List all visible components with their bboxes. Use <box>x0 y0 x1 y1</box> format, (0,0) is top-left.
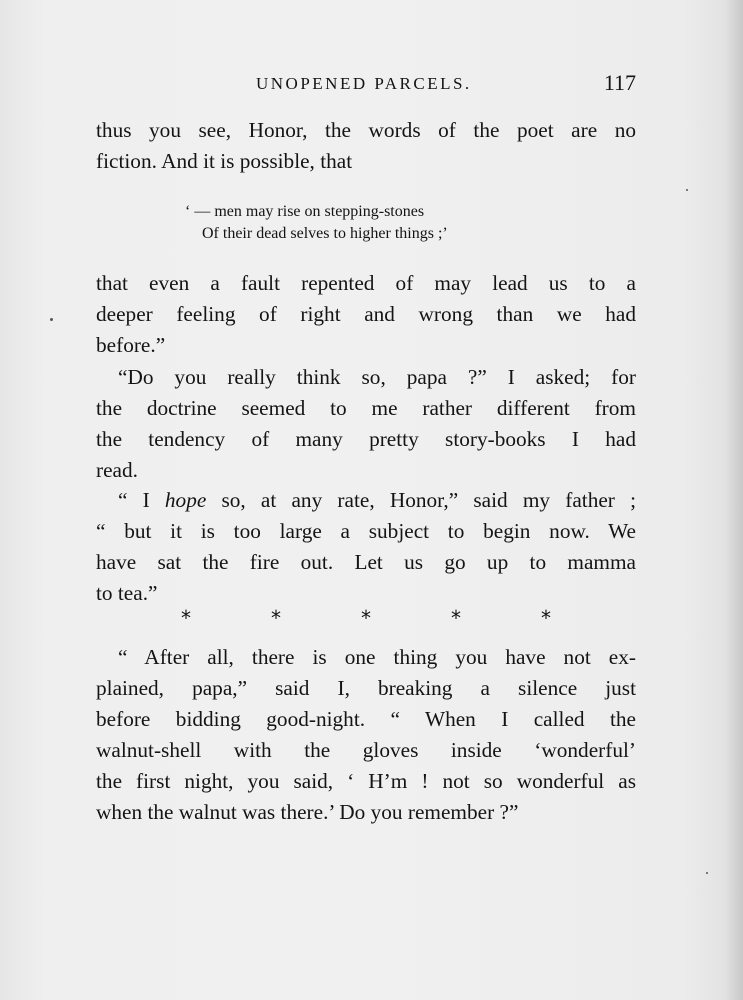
paper-speck <box>686 189 688 191</box>
text-line: “ but it is too large a subject to begin now. We <box>96 519 636 543</box>
quotation-line: ‘ — men may rise on stepping-stones <box>185 203 425 220</box>
paragraph-5 <box>96 642 636 828</box>
asterisk: * <box>541 606 551 630</box>
text-run: “ I <box>118 488 165 512</box>
page-header <box>96 70 636 100</box>
text-line: before.” <box>96 333 166 357</box>
running-head: UNOPENED PARCELS. <box>256 74 472 93</box>
text-line <box>96 485 636 516</box>
paragraph-1 <box>96 115 636 177</box>
block-quotation <box>185 201 545 245</box>
text-line: “Do you really think so, papa ?” I asked; for <box>118 365 636 389</box>
text-line: the doctrine seemed to me rather different from <box>96 396 636 420</box>
text-line: plained, papa,” said I, breaking a silence just <box>96 676 636 700</box>
text-line: read. <box>96 458 138 482</box>
asterisk: * <box>451 606 461 630</box>
text-line: that even a fault repented of may lead us to a <box>96 271 636 295</box>
page-number: 117 <box>603 70 636 95</box>
quotation-line: Of their dead selves to higher things ;’ <box>202 225 448 242</box>
text-line: thus you see, Honor, the words of the poet are no <box>96 118 636 142</box>
asterisk: * <box>361 606 371 630</box>
text-line: “ After all, there is one thing you have not ex- <box>118 645 636 669</box>
text-line: when the walnut was there.’ Do you remember ?” <box>96 800 519 824</box>
text-run: so, at any rate, Honor,” said my father ; <box>206 488 636 512</box>
asterisk: * <box>271 606 281 630</box>
text-line: walnut-shell with the gloves inside ‘wonderful’ <box>96 738 636 762</box>
paragraph-2 <box>96 268 636 361</box>
text-line: the tendency of many pretty story-books I had <box>96 427 636 451</box>
text-line: deeper feeling of right and wrong than we had <box>96 302 636 326</box>
paper-speck <box>50 318 53 321</box>
text-line: fiction. And it is possible, that <box>96 149 353 173</box>
italic-word: hope <box>164 488 207 512</box>
text-line: to tea.” <box>96 581 158 605</box>
paper-speck <box>706 872 708 874</box>
text-line: before bidding good-night. “ When I called the <box>96 707 636 731</box>
text-line: the first night, you said, ‘ H’m ! not so wonderful as <box>96 769 636 793</box>
asterisk: * <box>181 606 191 630</box>
page-edge-shadow <box>725 0 743 1000</box>
text-line: have sat the fire out. Let us go up to mamma <box>96 550 636 574</box>
paragraph-4 <box>96 485 636 609</box>
paragraph-3 <box>96 362 636 486</box>
section-break <box>176 606 556 630</box>
